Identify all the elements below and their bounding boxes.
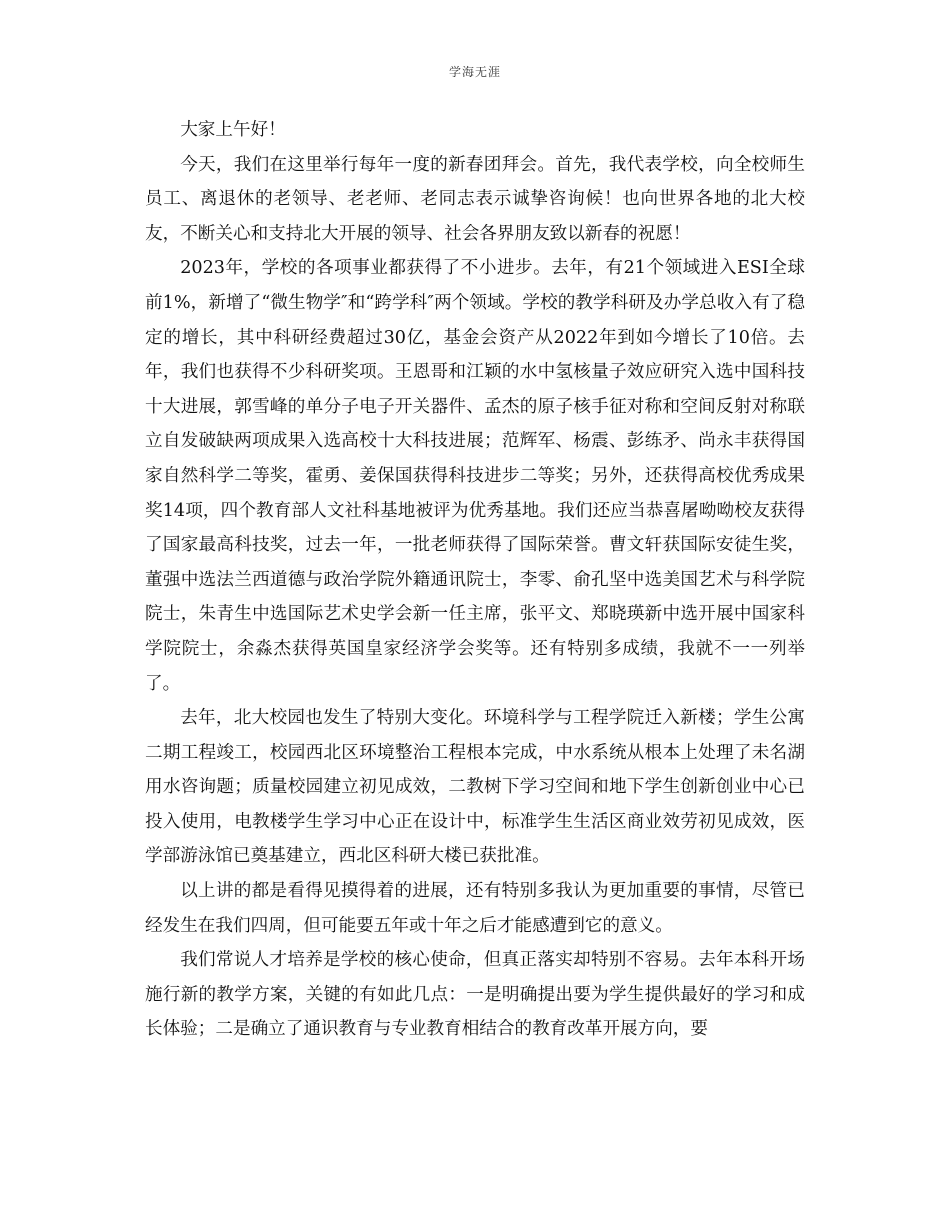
- paragraph-campus-changes: 去年，北大校园也发生了特别大变化。环境科学与工程学院迁入新楼；学生公寓二期工程竣工，校园西北区环境整治工程根本完成，中水系统从根本上处理了未名湖用水咨询题；质量校园建立初见成效，二教树下学习空间和地下学生创新创业中心已投入使用，电教楼学生学习中心正在设计中，标准学生生活区商业效劳初见成效，医学部游泳馆已奠基建立，西北区科研大楼已获批准。: [145, 708, 805, 867]
- paragraph-talent-cultivation: 我们常说人才培养是学校的核心使命，但真正落实却特别不容易。去年本科开场施行新的教学方案，关键的有如此几点：一是明确提出要为学生提供最好的学习和成长体验；二是确立了通识教育与专业教育相结合的教育改革开展方向，要: [145, 950, 805, 1040]
- paragraph-greeting: 大家上午好！: [180, 120, 286, 140]
- paragraph-opening: 今天，我们在这里举行每年一度的新春团拜会。首先，我代表学校，向全校师生员工、离退休的老领导、老老师、老同志表示诚挚咨询候！也向世界各地的北大校友，不断关心和支持北大开展的领导、社会各界朋友致以新春的祝愿！: [145, 154, 805, 244]
- page-header: 学海无涯: [448, 65, 501, 79]
- paragraph-achievements: 2023年，学校的各项事业都获得了不小进步。去年，有21个领域进入ESI全球前1%，新增了“微生物学″和“跨学科″两个领域。学校的教学科研及办学总收入有了稳定的增长，其中科研经费超过30亿，基金会资产从2022年到如今增长了10倍。去年，我们也获得不少科研奖项。王恩哥和江颖的水中氢核量子效应研究入选中国科技十大进展，郭雪峰的单分子电子开关器件、孟杰的原子核手征对称和空间反射对称联立自发破缺两项成果入选高校十大科技进展；范辉军、杨震、彭练矛、尚永丰获得国家自然科学二等奖，霍勇、姜保国获得科技进步二等奖；另外，还获得高校优秀成果奖14项，四个教育部人文社科基地被评为优秀基地。我们还应当恭喜屠呦呦校友获得了国家最高科技奖，过去一年，一批老师获得了国际荣誉。曹文轩获国际安徒生奖，董强中选法兰西道德与政治学院外籍通讯院士，李零、俞孔坚中选美国艺术与科学院院士，朱青生中选国际艺术史学会新一任主席，张平文、郑晓瑛新中选开展中国家科学院院士，余淼杰获得英国皇家经济学会奖等。还有特别多成绩，我就不一一列举了。: [145, 258, 805, 694]
- document-body: [145, 113, 805, 1047]
- paragraph-significance: 以上讲的都是看得见摸得着的进展，还有特别多我认为更加重要的事情，尽管已经发生在我们四周，但可能要五年或十年之后才能感遭到它的意义。: [145, 881, 805, 936]
